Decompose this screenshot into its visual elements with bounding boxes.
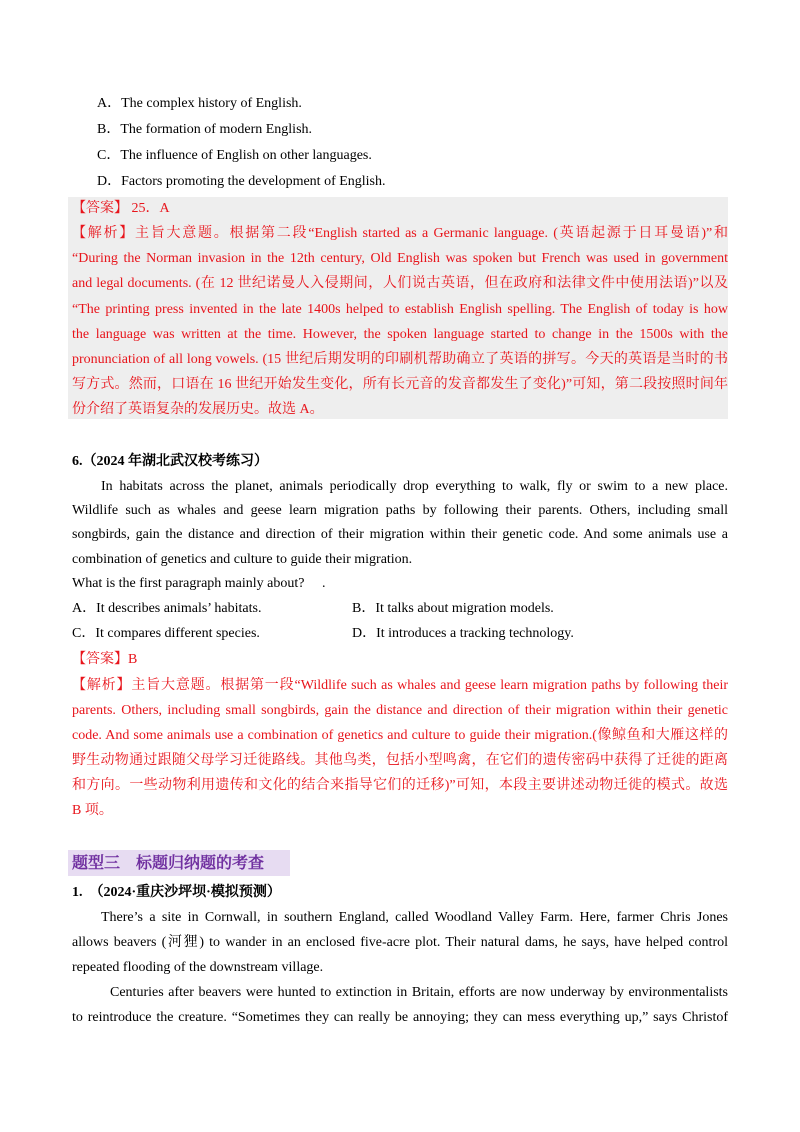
q5-analysis-line: 份介绍了英语复杂的发展历史。故选 A。 <box>72 402 324 417</box>
q1-passage-line: allows beavers (河狸) to wander in an enclosed five-acre plot. Their natural dams, he says, have helped control <box>72 935 728 950</box>
q5-option-a: A．The complex history of English. <box>97 96 302 111</box>
q6-option-c: C．It compares different species. <box>72 626 260 641</box>
q6-passage-line: Wildlife such as whales and geese learn migration paths by following their parents. Others, including small <box>72 503 728 518</box>
q5-analysis-line: “During the Norman invasion in the 12th century, Old English was spoken but French was used in government <box>72 251 728 266</box>
q1-passage-line: Centuries after beavers were hunted to extinction in Britain, efforts are now underway by environmentalists <box>110 985 728 1000</box>
q5-analysis-line: “The printing press invented in the late 1400s helped to establish English spelling. The English of today is how <box>72 302 728 317</box>
q6-question: What is the first paragraph mainly about? . <box>72 576 326 591</box>
q6-analysis-line: 和方向。一些动物利用遗传和文化的结合来指导它们的迁移)”可知，本段主要讲述动物迁徙的模式。故选 <box>72 778 728 793</box>
q1-passage-line: repeated flooding of the downstream village. <box>72 960 324 975</box>
q6-analysis-line: 【解析】主旨大意题。根据第一段“Wildlife such as whales and geese learn migration paths by following their <box>72 678 728 693</box>
q5-analysis-line: 写方式。然而，口语在 16 世纪开始发生变化，所有长元音的发音都发生了变化)”可知，第二段按照时间年 <box>72 377 728 392</box>
q5-option-b: B．The formation of modern English. <box>97 122 313 137</box>
q6-header: 6.（2024 年湖北武汉校考练习） <box>72 454 268 469</box>
q6-option-d: D．It introduces a tracking technology. <box>352 626 574 641</box>
q6-analysis-line: 野生动物通过跟随父母学习迁徙路线。其他鸟类，包括小型鸣禽，在它们的遗传密码中获得了迁徙的距离 <box>72 753 728 768</box>
q1-passage-line: There’s a site in Cornwall, in southern England, called Woodland Valley Farm. Here, farmer Chris Jones <box>101 910 728 925</box>
q6-passage-line: In habitats across the planet, animals periodically drop everything to walk, fly or swim to a new place. <box>101 479 728 494</box>
q6-passage-line: combination of genetics and culture to guide their migration. <box>72 552 413 567</box>
q6-analysis-line: code. And some animals use a combination of genetics and culture to guide their migration.(像鲸鱼和大雁这样的 <box>72 728 728 743</box>
q5-answer: 【答案】 25．A <box>72 201 170 216</box>
q5-analysis-line: 【解析】主旨大意题。根据第二段“English started as a Germanic language. (英语起源于日耳曼语)”和 <box>72 226 728 241</box>
q6-option-a: A．It describes animals’ habitats. <box>72 601 262 616</box>
q5-option-d: D．Factors promoting the development of English. <box>97 174 386 189</box>
q6-answer: 【答案】B <box>72 652 138 667</box>
q6-passage-line: songbirds, gain the distance and direction of their migration within their genetic code. And some animals use a <box>72 527 728 542</box>
q5-analysis-line: pronunciation of all long vowels. (15 世纪后期发明的印刷机帮助确立了英语的拼写。今天的英语是当时的书 <box>72 352 728 367</box>
q5-analysis-line: and legal documents. (在 12 世纪诺曼人入侵期间，人们说古英语，但在政府和法律文件中使用法语)”以及 <box>72 276 728 291</box>
section-heading: 题型三 标题归纳题的考查 <box>68 850 290 876</box>
q6-analysis-line: B 项。 <box>72 803 113 818</box>
q1-header: 1. （2024·重庆沙坪坝·模拟预测） <box>72 885 281 900</box>
q6-option-b: B．It talks about migration models. <box>352 601 554 616</box>
q5-option-c: C．The influence of English on other languages. <box>97 148 372 163</box>
q5-analysis-line: the language was written at the time. However, the spoken language started to change in the 1500s with the <box>72 327 728 342</box>
q1-passage-line: to reintroduce the creature. “Sometimes they can really be annoying; they can mess everything up,” says Christof <box>72 1010 728 1025</box>
q6-analysis-line: parents. Others, including small songbirds, gain the distance and direction of their migration within their genetic <box>72 703 728 718</box>
